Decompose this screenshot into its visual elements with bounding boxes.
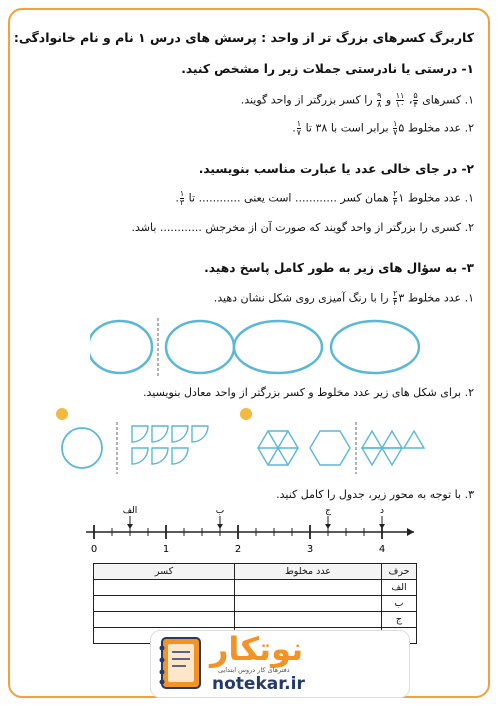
fraction: $\frac{۹}{۸}$ [377,91,382,109]
table-row [94,612,417,628]
quarter-sectors [132,426,208,464]
tick-label: 3 [306,544,314,555]
point-arrowhead [325,524,331,529]
section3-question1: ۱. عدد مخلوط ۳ $\frac{۲}{۴}$ را با رنگ آمیزی روی شکل نشان دهید. [213,289,474,307]
sun-icon [240,408,252,420]
row-letter: ج [382,612,417,628]
point-arrowhead [217,524,223,529]
hexagon-figure [238,408,428,474]
whole-shape-ellipse [166,321,234,373]
whole-circle [62,428,102,468]
circle-sectors-figure [52,408,222,474]
row-mixed-cell[interactable] [235,580,382,596]
point-arrowhead [127,524,133,529]
point-label: ب [215,506,225,516]
number-line [80,502,420,560]
fraction: $\frac{۵}{۴}$ [413,91,418,109]
point-arrowhead [379,524,385,529]
row-letter: الف [382,580,417,596]
row-mixed-cell[interactable] [235,596,382,612]
tick-label: 2 [234,544,242,555]
notekar-logo [150,630,410,698]
point-label: د [379,506,385,516]
table-header-fraction: کسر [94,564,235,580]
section3-question2: ۲. برای شکل های زیر عدد مخلوط و کسر بزرگتر از واحد معادل بنویسید. [142,386,474,399]
whole-shape-ellipse [90,321,152,373]
section2-question1: ۱. عدد مخلوط ۱ $\frac{۲}{۳}$ همان کسر ............ است یعنی ............ تا $\frac{۱}{۳}$ . [175,189,474,207]
section2-question2: ۲. کسری را بزرگتر از واحد گویند که صورت آن از مخرجش ............ باشد. [131,221,474,234]
triangle-pieces [362,431,424,465]
hexagon-whole [310,431,350,465]
section3-heading: ۳- به سؤال های زیر به طور کامل پاسخ دهید. [204,261,474,275]
section2-heading: ۲- در جای خالی عدد یا عبارت مناسب بنویسید. [198,162,474,176]
logo-tagline: دفترهای کار دروس ابتدایی [218,666,290,674]
fraction: $\frac{۱}{۷}$ [296,119,302,137]
fraction: $\frac{۱}{۷}$ [393,119,398,137]
section1-heading: ۱- درستی یا نادرستی جملات زیر را مشخص کنید. [181,62,474,76]
row-fraction-cell[interactable] [94,612,235,628]
sun-icon [56,408,68,420]
table-header-mixed: عدد مخلوط [235,564,382,580]
section1-question1: ۱. کسرهای $\frac{۵}{۴}$ ، $\frac{۱۱}{۱۰}$ و $\frac{۹}{۸}$ را کسر بزرگتر از واحد گویند. [240,91,474,109]
tick-label: 1 [162,544,170,555]
hexagon-triangles [258,431,298,465]
whole-shape-ellipse [234,321,322,373]
fraction: $\frac{۱}{۳}$ [179,189,185,207]
table-row [94,596,417,612]
row-fraction-cell[interactable] [94,580,235,596]
section1-question2: ۲. عدد مخلوط ۵ $\frac{۱}{۷}$ برابر است با ۳۸ تا $\frac{۱}{۷}$ . [292,119,474,137]
axis-arrow [407,528,414,536]
fraction: $\frac{۲}{۳}$ [393,189,398,207]
notebook-icon [156,636,206,692]
fraction: $\frac{۲}{۴}$ [393,289,398,307]
table-row [94,580,417,596]
logo-url[interactable]: notekar.ir [212,674,305,694]
tick-label: 4 [378,544,386,555]
row-letter: ب [382,596,417,612]
section3-question3: ۳. با توجه به محور زیر، جدول را کامل کنید. [276,488,474,501]
tick-label: 0 [90,544,98,555]
row-fraction-cell[interactable] [94,596,235,612]
table-header-letter: حرف [382,564,417,580]
point-label: ج [325,506,331,516]
whole-shape-ellipse [331,321,419,373]
point-label: الف [122,506,138,516]
worksheet-title: کاربرگ کسرهای بزرگ تر از واحد : پرسش های درس ۱ نام و نام خانوادگی: [13,30,474,45]
ellipses-figure [90,318,420,376]
fraction: $\frac{۱۱}{۱۰}$ [395,91,405,109]
row-mixed-cell[interactable] [235,612,382,628]
logo-name: نوتکار [210,630,304,668]
